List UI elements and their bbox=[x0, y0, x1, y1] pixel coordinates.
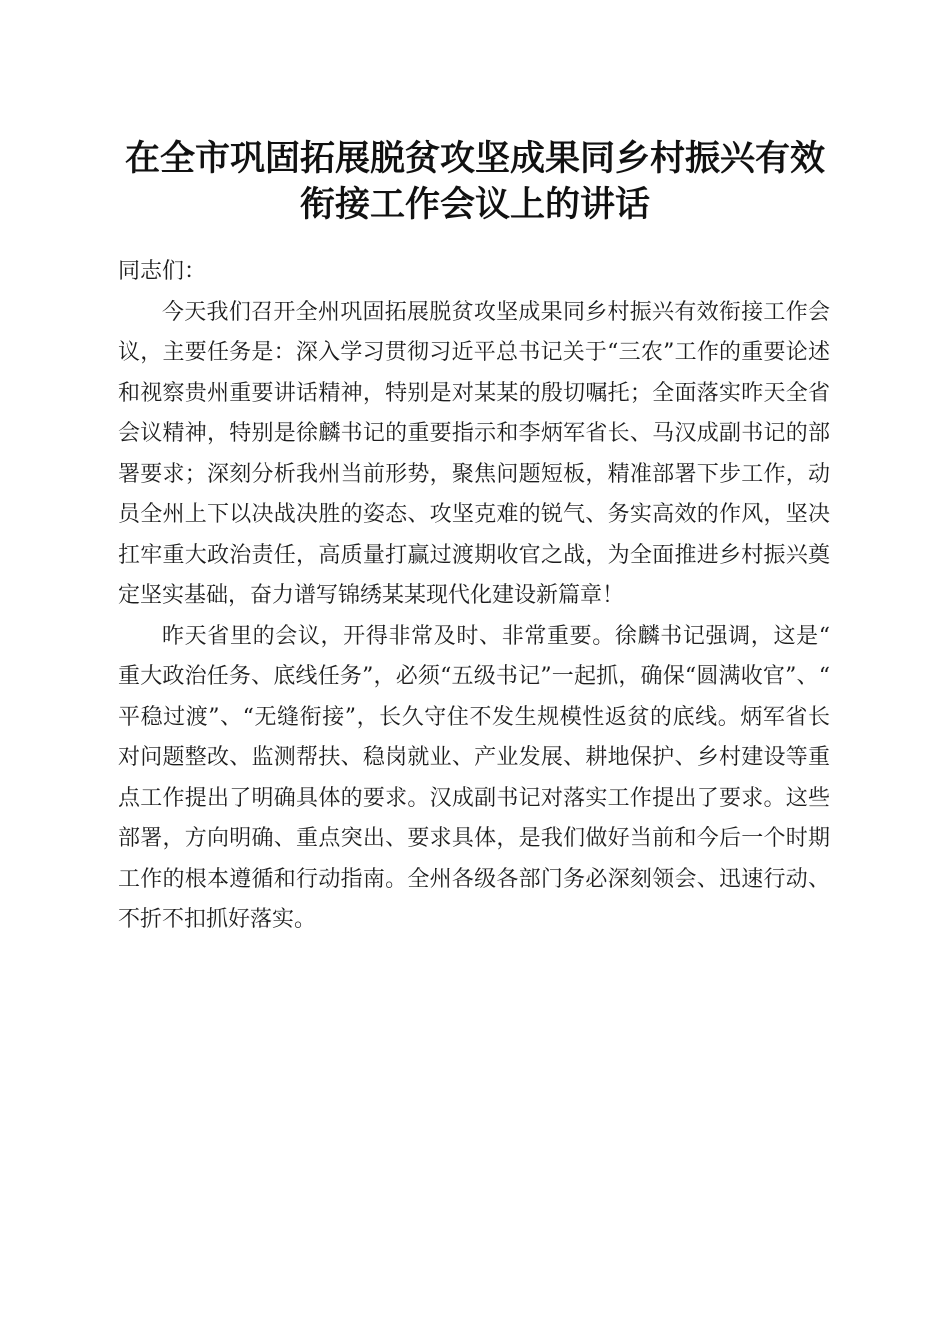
document-body bbox=[118, 252, 830, 941]
salutation: 同志们： bbox=[118, 259, 207, 284]
title-line-1: 在全市巩固拓展脱贫攻坚成果同乡村振兴有效 bbox=[124, 138, 825, 179]
paragraph-2: 昨天省里的会议，开得非常及时、非常重要。徐麟书记强调，这是“重大政治任务、底线任务”，必须“五级书记”一起抓，确保“圆满收官”、“平稳过渡”、“无缝衔接”，长久守住不发生规模性返贫的底线。炳军省长对问题整改、监测帮扶、稳岗就业、产业发展、耕地保护、乡村建设等重点工作提出了明确具体的要求。汉成副书记对落实工作提出了要求。这些部署，方向明确、重点突出、要求具体，是我们做好当前和今后一个时期工作的根本遵循和行动指南。全州各级各部门务必深刻领会、迅速行动、不折不扣抓好落实。 bbox=[118, 623, 830, 932]
document-title bbox=[100, 136, 850, 228]
title-line-2: 衔接工作会议上的讲话 bbox=[299, 184, 650, 225]
paragraph-1: 今天我们召开全州巩固拓展脱贫攻坚成果同乡村振兴有效衔接工作会议，主要任务是：深入学习贯彻习近平总书记关于“三农”工作的重要论述和视察贵州重要讲话精神，特别是对某某的殷切嘱托；全面落实昨天全省会议精神，特别是徐麟书记的重要指示和李炳军省长、马汉成副书记的部署要求；深刻分析我州当前形势，聚焦问题短板，精准部署下步工作，动员全州上下以决战决胜的姿态、攻坚克难的锐气、务实高效的作风，坚决扛牢重大政治责任，高质量打赢过渡期收官之战，为全面推进乡村振兴奠定坚实基础，奋力谱写锦绣某某现代化建设新篇章！ bbox=[118, 299, 830, 608]
